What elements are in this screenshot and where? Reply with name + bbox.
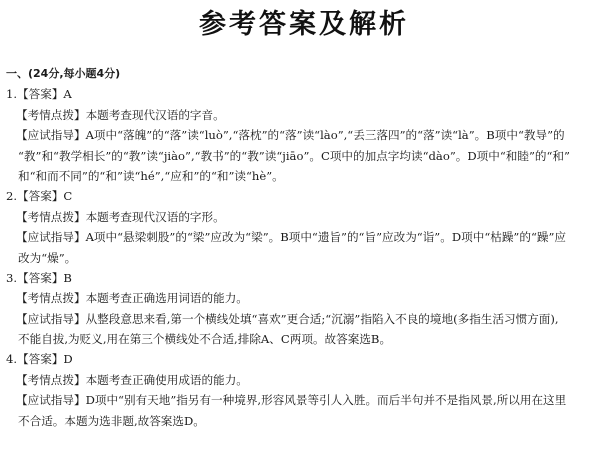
answer-body [0, 64, 608, 431]
question-3 [0, 268, 608, 350]
guide-line: 【应试指导】从整段意思来看,第一个横线处填“喜欢”更合适;“沉溺”指陷入不良的境地(多指生活习惯方面), [16, 311, 559, 326]
answer-line: 2.【答案】C [6, 189, 73, 204]
point-line: 【考情点拨】本题考查现代汉语的字音。 [16, 107, 225, 122]
guide-line: 改为“燥”。 [18, 250, 77, 265]
point-line: 【考情点拨】本题考查正确选用词语的能力。 [16, 291, 248, 306]
guide-line: 和“和而不同”的“和”读“hé”,“应和”的“和”读“hè”。 [18, 168, 284, 183]
guide-line: 【应试指导】D项中“别有天地”指另有一种境界,形容风景等引人入胜。而后半句并不是指风景,所以用在这里 [16, 393, 567, 408]
answer-line: 1.【答案】A [6, 87, 72, 102]
guide-line: 不能自拔,为贬义,用在第三个横线处不合适,排除A、C两项。故答案选B。 [18, 332, 392, 347]
point-line: 【考情点拨】本题考查正确使用成语的能力。 [16, 372, 248, 387]
guide-line: 不合适。本题为选非题,故答案选D。 [18, 413, 205, 428]
question-4 [0, 349, 608, 431]
question-2 [0, 186, 608, 268]
guide-line: “教”和“教学相长”的“教”读“jiào”,“教书”的“教”读“jiāo”。C项中的加点字均读“dào”。D项中“和睦”的“和” [18, 148, 570, 163]
answer-line: 3.【答案】B [6, 270, 72, 285]
answer-line: 4.【答案】D [6, 352, 73, 367]
section-heading: 一、(24分,每小题4分) [6, 67, 121, 80]
point-line: 【考情点拨】本题考查现代汉语的字形。 [16, 209, 225, 224]
guide-line: 【应试指导】A项中“悬梁刺股”的“梁”应改为“梁”。B项中“遗旨”的“旨”应改为“诣”。D项中“枯躁”的“躁”应 [16, 230, 566, 245]
guide-line: 【应试指导】A项中“落魄”的“落”读“luò”,“落枕”的“落”读“lào”,“丢三落四”的“落”读“là”。B项中“教导”的 [16, 128, 565, 143]
question-1 [0, 84, 608, 186]
page-title: 参考答案及解析 [199, 9, 409, 40]
